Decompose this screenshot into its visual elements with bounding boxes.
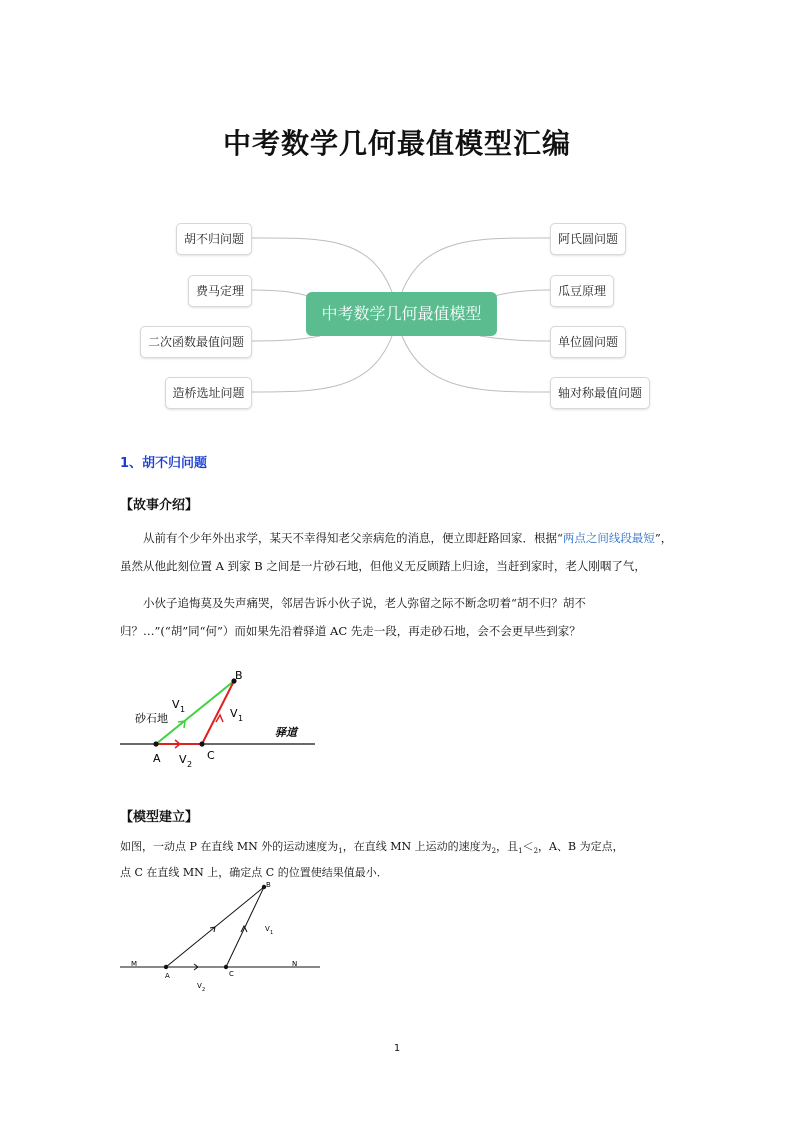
mindmap-node-unit-circle: 单位圆问题 bbox=[550, 326, 626, 358]
connector-right-1 bbox=[402, 238, 550, 292]
mindmap-node-quadratic: 二次函数最值问题 bbox=[140, 326, 252, 358]
subscript: 2 bbox=[491, 847, 497, 856]
mindmap-node-symmetry: 轴对称最值问题 bbox=[550, 377, 650, 409]
label-v2-sub: 2 bbox=[202, 987, 206, 993]
connector-left-3 bbox=[250, 336, 320, 341]
point-a-dot bbox=[164, 965, 168, 969]
point-a-dot bbox=[153, 741, 158, 746]
model-text: 点 C 在直线 MN 上，确定点 C 的位置使结果值最小． bbox=[120, 866, 388, 880]
label-m: M bbox=[131, 960, 138, 968]
story-paragraph-2: 小伙子追悔莫及失声痛哭，邻居告诉小伙子说，老人弥留之际不断念叨着“胡不归？胡不归？…”(“胡”同“何”）而如果先沿着驿道 AC 先走一段，再走砂石地，会不会更早些到家？ bbox=[120, 596, 586, 638]
mindmap-center-node: 中考数学几何最值模型 bbox=[306, 292, 497, 336]
label-road: 驿道 bbox=[275, 726, 297, 739]
label-v2: V bbox=[197, 982, 202, 990]
mindmap-node-bridge: 造桥选址问题 bbox=[165, 377, 252, 409]
label-a: A bbox=[153, 752, 161, 765]
label-v1-red: V bbox=[230, 707, 238, 720]
label-a: A bbox=[165, 972, 170, 980]
model-text: ，且 bbox=[496, 840, 519, 853]
label-c: C bbox=[207, 749, 215, 762]
section-heading: 1、胡不归问题 bbox=[120, 456, 208, 471]
model-text: ，在直线 MN 上运动的速度为 bbox=[342, 840, 492, 853]
model-heading: 【模型建立】 bbox=[120, 810, 199, 825]
label-v1-red-sub: 1 bbox=[238, 714, 244, 723]
story-text: ”，虽然从他此刻位置 A 到家 B 之间是一片砂石地，但他义无反顾踏上归途，当赶到家时，老人刚咽了气， bbox=[120, 531, 673, 573]
mindmap-node-apollonius: 阿氏圆问题 bbox=[550, 223, 626, 255]
connector-right-3 bbox=[480, 336, 550, 341]
model-text: ，A、B 为定点， bbox=[538, 840, 624, 853]
label-v1: V bbox=[265, 925, 270, 933]
label-sand: 砂石地 bbox=[135, 712, 168, 725]
connector-left-4 bbox=[250, 336, 392, 392]
story-paragraph-1 bbox=[120, 524, 680, 580]
connector-left-1 bbox=[250, 238, 392, 292]
label-c: C bbox=[229, 970, 234, 978]
label-v1-sub: 1 bbox=[270, 930, 274, 936]
label-n: N bbox=[292, 960, 298, 968]
mindmap-node-guadou: 瓜豆原理 bbox=[550, 275, 614, 307]
mindmap-connectors bbox=[0, 0, 794, 440]
less-than-sign: ＜ bbox=[522, 840, 534, 853]
connector-right-4 bbox=[402, 336, 550, 392]
label-v2: V bbox=[179, 753, 187, 766]
subscript: 2 bbox=[533, 847, 539, 856]
label-v1-green: V bbox=[172, 698, 180, 711]
document-title: 中考数学几何最值模型汇编 bbox=[222, 127, 571, 160]
highlight-text: 短 bbox=[643, 531, 655, 545]
point-c-dot bbox=[224, 965, 228, 969]
page-number: 1 bbox=[393, 1043, 401, 1054]
label-v1-green-sub: 1 bbox=[180, 705, 186, 714]
figure-model bbox=[115, 880, 330, 995]
model-text: 如图，一动点 P 在直线 MN 外的运动速度为 bbox=[120, 840, 339, 853]
figure-hubugui-story bbox=[115, 665, 325, 775]
mindmap-node-fermat: 费马定理 bbox=[188, 275, 252, 307]
label-b: B bbox=[235, 669, 243, 682]
highlight-text: 两点之间线段最 bbox=[562, 531, 644, 545]
model-paragraph bbox=[120, 836, 680, 884]
label-b: B bbox=[266, 881, 271, 889]
point-c-dot bbox=[199, 741, 204, 746]
subscript: 1 bbox=[518, 847, 523, 856]
mindmap-node-hubugui: 胡不归问题 bbox=[176, 223, 252, 255]
story-text: 从前有个少年外出求学，某天不幸得知老父亲病危的消息，便立即赶路回家．根据“ bbox=[143, 531, 563, 545]
story-heading: 【故事介绍】 bbox=[120, 498, 199, 513]
subscript: 1 bbox=[338, 847, 343, 856]
label-v2-sub: 2 bbox=[187, 760, 193, 769]
